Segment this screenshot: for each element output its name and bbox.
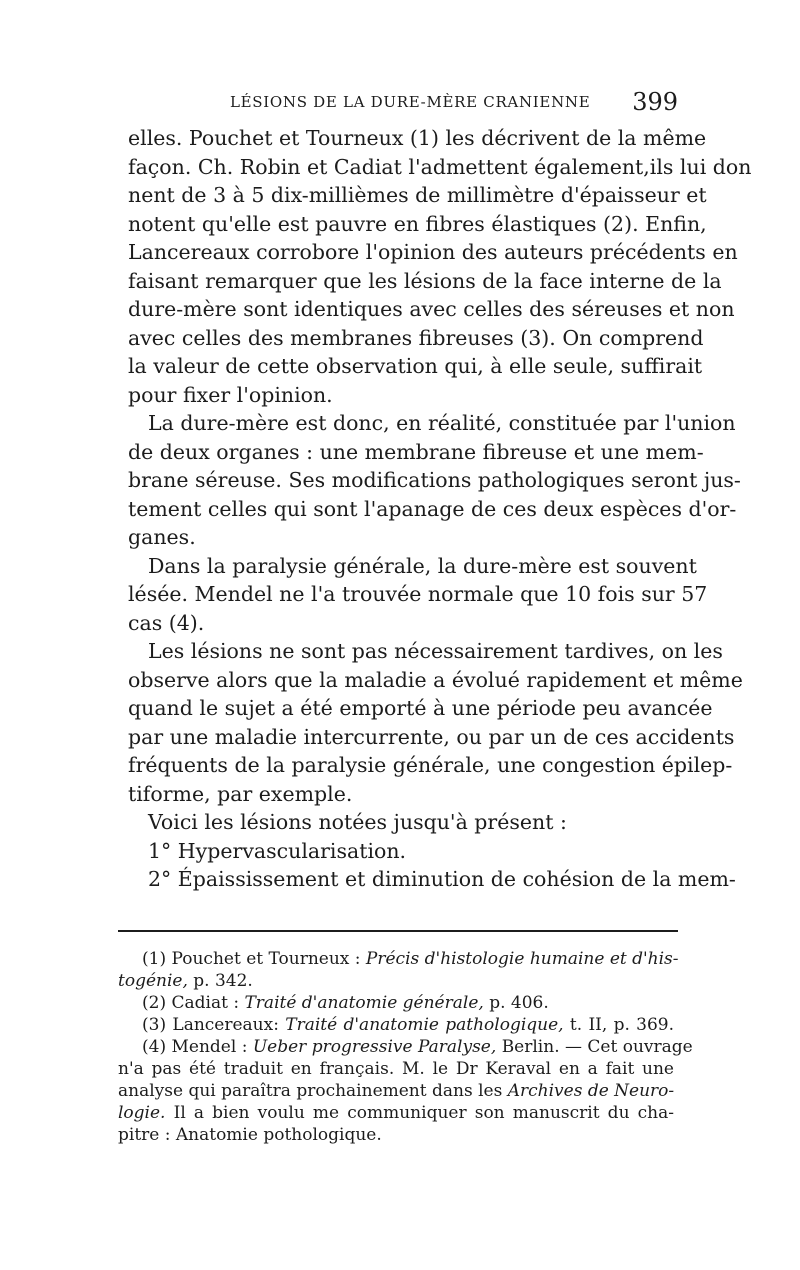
footnote-2: (2) Cadiat : Traité d'anatomie générale, p. 406. [142,993,549,1013]
footnote-4-cont: n'a pas été traduit en français. M. le Dr Keraval en a fait une [118,1059,674,1079]
list-item: 1° Hypervascularisation. [148,838,407,863]
text-line: lésée. Mendel ne l'a trouvée normale que 10 fois sur 57 [128,582,708,606]
text-line: dure-mère sont identiques avec celles des séreuses et non [128,297,735,321]
footnote-rule [118,930,678,932]
text-line: cas (4). [128,610,205,635]
footnote-4-cont: analyse qui paraîtra prochainement dans les Archives de Neuro- [118,1081,675,1101]
running-title: LÉSIONS DE LA DURE-MÈRE CRANIENNE [230,93,591,111]
paragraph-start: La dure-mère est donc, en réalité, constituée par l'union [148,411,736,435]
paragraph-start: Les lésions ne sont pas nécessairement tardives, on les [148,639,723,663]
text-line: de deux organes : une membrane fibreuse et une mem- [128,439,704,464]
text-line: façon. Ch. Robin et Cadiat l'admettent également,ils lui don [128,154,752,179]
text-line: tement celles qui sont l'apanage de ces deux espèces d'or- [128,496,737,521]
page-number: 399 [632,88,678,116]
text-line: la valeur de cette observation qui, à elle seule, suffirait [128,354,703,378]
text-line: nent de 3 à 5 dix-millièmes de millimètre d'épaisseur et [128,183,707,207]
text-line: tiforme, par exemple. [128,781,353,806]
text-line: brane séreuse. Ses modifications pathologiques seront jus- [128,468,741,492]
text-line: fréquents de la paralysie générale, une congestion épilep- [128,753,733,777]
footnote-1-cont: togénie, p. 342. [118,971,253,991]
footnote-4: (4) Mendel : Ueber progressive Paralyse, Berlin. — Cet ouvrage [142,1037,693,1057]
footnote-3: (3) Lancereaux: Traité d'anatomie pathologique, t. II, p. 369. [142,1015,675,1035]
paragraph-start: Dans la paralysie générale, la dure-mère est souvent [148,553,697,578]
text-line: faisant remarquer que les lésions de la face interne de la [128,268,722,293]
text-line: ganes. [128,525,196,549]
running-header [118,88,680,122]
text-line: observe alors que la maladie a évolué rapidement et même [128,667,743,692]
text-line: quand le sujet a été emporté à une période peu avancée [128,696,713,720]
text-line: avec celles des membranes fibreuses (3). On comprend [128,325,704,350]
paragraph-start: Voici les lésions notées jusqu'à présent : [148,810,567,834]
footnote-4-cont: logie. Il a bien voulu me communiquer son manuscrit du cha- [118,1103,674,1123]
text-line: elles. Pouchet et Tourneux (1) les décrivent de la même [128,126,707,150]
text-line: pour fixer l'opinion. [128,382,333,407]
footnote-4-cont: pitre : Anatomie pothologique. [118,1125,382,1145]
text-line: notent qu'elle est pauvre en fibres élastiques (2). Enfin, [128,211,707,236]
text-line: par une maladie intercurrente, ou par un de ces accidents [128,724,735,749]
footnote-1: (1) Pouchet et Tourneux : Précis d'histologie humaine et d'his- [142,949,679,969]
list-item: 2° Épaississement et diminution de cohésion de la mem- [148,867,736,891]
text-line: Lancereaux corrobore l'opinion des auteurs précédents en [128,240,738,264]
